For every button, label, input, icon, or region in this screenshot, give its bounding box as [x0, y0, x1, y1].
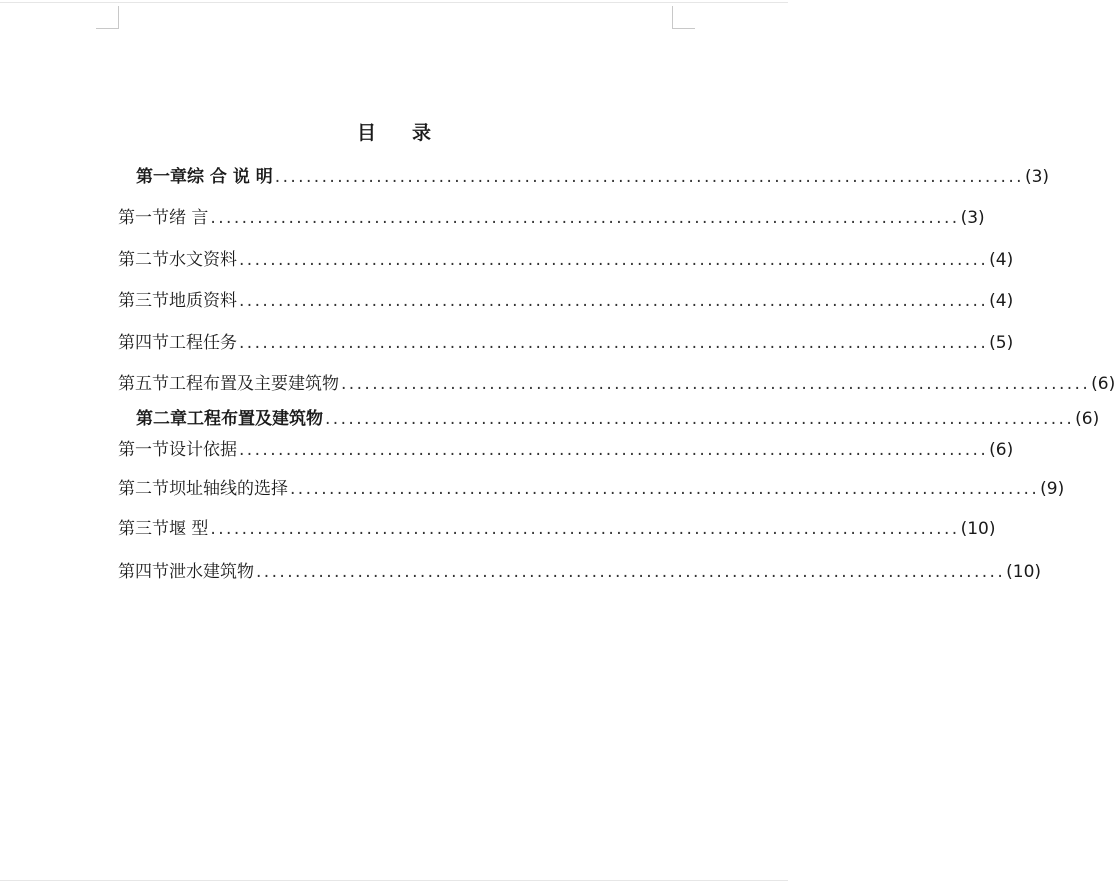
toc-leader-dots: ................................................................................................: [274, 167, 1024, 187]
toc-entry-page: (3): [1024, 167, 1050, 187]
toc-title: 目 录: [356, 122, 432, 144]
toc-leader-dots: ................................................................................................: [290, 479, 1040, 499]
toc-entry-title: 堰 型: [169, 519, 209, 539]
toc-leader-dots: ................................................................................................: [239, 440, 989, 460]
page-corner-mark-left: [96, 6, 119, 29]
toc-entry-title: 坝址轴线的选择: [169, 479, 288, 499]
toc-entry-page: (4): [989, 250, 1014, 270]
toc-entry-label: 第二节: [118, 479, 169, 499]
toc-leader-dots: ................................................................................................: [239, 250, 989, 270]
toc-leader-dots: ................................................................................................: [239, 333, 989, 353]
toc-entry-section-1-5[interactable]: [118, 369, 1115, 395]
toc-entry-chapter-2[interactable]: [136, 404, 1100, 430]
toc-entry-chapter-1[interactable]: [136, 162, 1050, 188]
toc-entry-section-2-3[interactable]: [118, 514, 996, 540]
toc-leader-dots: ................................................................................................: [256, 562, 1006, 582]
toc-entry-page: (5): [989, 333, 1014, 353]
toc-leader-dots: ................................................................................................: [341, 374, 1091, 394]
toc-entry-label: 第三节: [118, 519, 169, 539]
toc-entry-label: 第四节: [118, 562, 169, 582]
toc-entry-label: 第五节: [118, 374, 169, 394]
toc-entry-section-1-4[interactable]: [118, 328, 1014, 354]
toc-entry-page: (10): [1006, 562, 1042, 582]
toc-entry-label: 第一章: [136, 167, 187, 187]
toc-entry-title: 泄水建筑物: [169, 562, 254, 582]
toc-entry-title: 绪 言: [169, 208, 209, 228]
toc-entry-title: 工程布置及建筑物: [187, 409, 323, 429]
toc-entry-label: 第二节: [118, 250, 169, 270]
toc-entry-page: (3): [960, 208, 985, 228]
toc-entry-section-2-2[interactable]: [118, 474, 1065, 500]
toc-entry-section-1-1[interactable]: [118, 203, 985, 229]
toc-leader-dots: ................................................................................................: [210, 519, 960, 539]
toc-leader-dots: ................................................................................................: [210, 208, 960, 228]
page-bottom-edge: [0, 880, 788, 881]
toc-entry-title: 设计依据: [169, 440, 237, 460]
toc-entry-section-2-4[interactable]: [118, 557, 1042, 583]
page-top-edge: [0, 2, 788, 3]
toc-entry-label: 第二章: [136, 409, 187, 429]
toc-entry-section-1-3[interactable]: [118, 286, 1014, 312]
toc-entry-title: 水文资料: [169, 250, 237, 270]
toc-entry-page: (6): [1091, 374, 1115, 394]
toc-leader-dots: ................................................................................................: [325, 409, 1075, 429]
toc-entry-section-1-2[interactable]: [118, 245, 1014, 271]
toc-entry-label: 第一节: [118, 208, 169, 228]
page-corner-mark-right: [672, 6, 695, 29]
toc-entry-page: (6): [989, 440, 1014, 460]
toc-entry-page: (6): [1075, 409, 1100, 429]
toc-entry-title: 地质资料: [169, 291, 237, 311]
toc-entry-label: 第三节: [118, 291, 169, 311]
toc-entry-title: 工程任务: [169, 333, 237, 353]
toc-entry-title: 综 合 说 明: [187, 167, 273, 187]
toc-entry-page: (10): [960, 519, 996, 539]
toc-entry-page: (4): [989, 291, 1014, 311]
toc-entry-label: 第四节: [118, 333, 169, 353]
toc-entry-title: 工程布置及主要建筑物: [169, 374, 339, 394]
toc-entry-label: 第一节: [118, 440, 169, 460]
toc-leader-dots: ................................................................................................: [239, 291, 989, 311]
toc-entry-page: (9): [1040, 479, 1065, 499]
toc-entry-section-2-1[interactable]: [118, 435, 1014, 461]
